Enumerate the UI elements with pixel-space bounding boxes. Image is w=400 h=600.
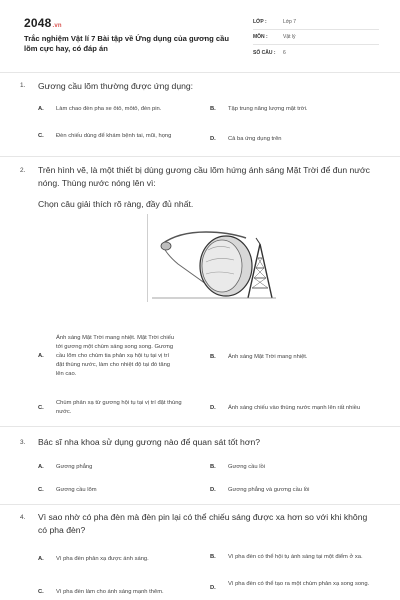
site-logo[interactable] [24, 16, 62, 30]
question-instruction: Chọn câu giải thích rõ ràng, đầy đủ nhất. [38, 199, 194, 209]
question-divider [0, 426, 400, 427]
option-text: Gương cầu lồi [228, 463, 266, 470]
document-title: Trắc nghiệm Vật lí 7 Bài tập về Ứng dụng của gương cầu lõm cực hay, có đáp án [24, 34, 229, 53]
option-d[interactable] [210, 397, 380, 419]
option-a[interactable] [38, 552, 208, 566]
question-text: Bác sĩ nha khoa sử dụng gương nào để quan sát tốt hơn? [38, 437, 261, 447]
option-c[interactable] [38, 397, 208, 419]
logo-text: 2048 [24, 16, 52, 30]
option-b[interactable] [210, 460, 380, 474]
option-text: Vì pha đèn có thể hội tụ ánh sáng tại một điểm ở xa. [228, 553, 363, 560]
question-divider [0, 504, 400, 505]
meta-row-count [253, 45, 379, 60]
option-text: Gương cầu lõm [56, 486, 97, 493]
question-number: 1. [20, 82, 26, 89]
question-number: 4. [20, 514, 26, 521]
meta-row-class [253, 15, 379, 30]
option-text: Tập trung năng lượng mặt trời. [228, 105, 308, 112]
option-text: Ánh sáng Mặt Trời mang nhiệt. Mặt Trời chiếu tới gương một chùm sáng song song. Gương cầu lõm cho chùm tia phản xạ hội tụ tại vị trí đặt thùng nước, làm cho nhiệt độ tại đó tăng lên cao. [56, 334, 175, 377]
option-letter: C. [38, 589, 44, 595]
document-meta [253, 15, 379, 60]
option-text: Cả ba ứng dụng trên [228, 135, 282, 142]
option-a[interactable] [38, 101, 208, 117]
option-text: Làm chao đèn pha xe ôtô, môtô, đèn pin. [56, 105, 162, 112]
option-text: Vì pha đèn phản xạ được ánh sáng. [56, 555, 149, 562]
question-number: 3. [20, 439, 26, 446]
option-a[interactable] [38, 326, 208, 386]
meta-key: LỚP : [253, 19, 267, 25]
question-divider [0, 156, 400, 157]
option-letter: D. [210, 585, 216, 591]
option-letter: D. [210, 136, 216, 142]
question-text: Vì sao nhờ có pha đèn mà đèn pin lại có thể chiếu sáng được xa hơn so với khi không có pha đèn? [38, 512, 368, 535]
option-letter: A. [38, 556, 44, 562]
option-letter: A. [38, 464, 44, 470]
option-letter: D. [210, 405, 216, 411]
option-a[interactable] [38, 460, 208, 474]
option-letter: B. [210, 106, 216, 112]
meta-key: SỐ CÂU : [253, 49, 276, 56]
option-text: Chùm phản xạ từ gương hội tụ tại vị trí đặt thùng nước. [56, 400, 182, 415]
option-letter: A. [38, 353, 44, 359]
meta-key: MÔN : [253, 34, 268, 40]
option-text: Vì pha đèn có thể tạo ra một chùm phản xạ song song. [228, 581, 370, 587]
option-c[interactable] [38, 483, 208, 497]
option-d[interactable] [210, 483, 380, 497]
header-divider [0, 72, 400, 73]
option-b[interactable] [210, 546, 380, 568]
meta-row-subject [253, 30, 379, 45]
question-text: Trên hình vẽ, là một thiết bị dùng gương cầu lõm hứng ánh sáng Mặt Trời để đun nước nóng. Thùng nước nóng lên vì: [38, 165, 370, 188]
option-text: Gương phẳng và gương cầu lồi [228, 486, 310, 493]
question-number: 2. [20, 167, 26, 174]
option-text: Đèn chiếu dùng để khám bệnh tai, mũi, họng [56, 132, 172, 139]
question-text: Gương cầu lõm thường được ứng dụng: [38, 81, 194, 91]
option-letter: C. [38, 487, 44, 493]
concave-mirror-heater-illustration [148, 214, 280, 302]
option-b[interactable] [210, 350, 380, 364]
option-letter: B. [210, 554, 216, 560]
option-text: Ánh sáng Mặt Trời mang nhiệt. [228, 353, 308, 360]
logo-tld: .vn [52, 23, 62, 29]
meta-value: Vật lý [283, 34, 296, 40]
option-letter: C. [38, 133, 44, 139]
meta-value: 6 [283, 49, 286, 56]
solar-heater-figure [147, 214, 279, 302]
option-c[interactable] [38, 125, 200, 147]
option-letter: B. [210, 354, 216, 360]
option-d[interactable] [210, 131, 380, 147]
option-letter: A. [38, 106, 44, 112]
option-letter: B. [210, 464, 216, 470]
option-c[interactable] [38, 585, 208, 599]
option-letter: D. [210, 487, 216, 493]
meta-value: Lớp 7 [283, 19, 297, 25]
option-b[interactable] [210, 101, 380, 117]
option-text: Ánh sáng chiếu vào thùng nước mạnh lên rất nhiều [228, 404, 361, 411]
option-text: Gương phẳng [56, 463, 93, 470]
document-header [0, 0, 400, 70]
option-text: Vì pha đèn làm cho ánh sáng mạnh thêm. [56, 588, 164, 595]
option-letter: C. [38, 405, 44, 411]
option-d[interactable] [210, 580, 380, 600]
